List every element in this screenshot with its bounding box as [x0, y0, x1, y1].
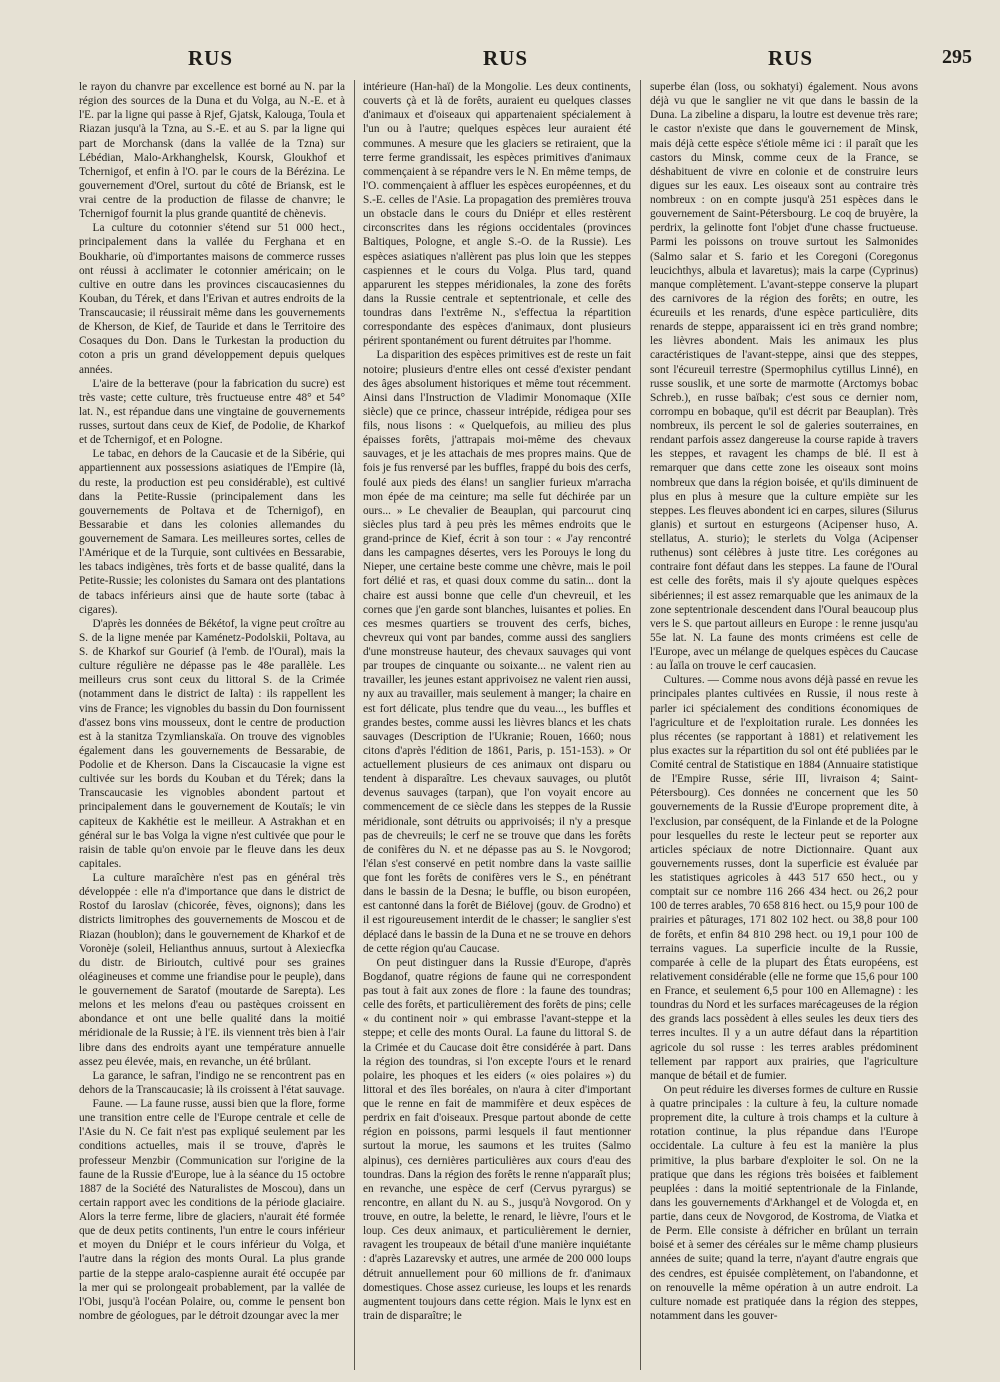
- paragraph: La garance, le safran, l'indigo ne se rencontrent pas en dehors de la Transcaucasie; là ils croissent à l'état sauvage.: [79, 1069, 345, 1096]
- paragraph: La culture du cotonnier s'étend sur 51 000 hect., principalement dans la vallée du Ferghana et en Boukharie, où d'importantes maisons de commerce russes ont réussi à acclimater le cotonnier américain; on le cultive en outre dans les provinces ciscaucasiennes du Kouban, du Térek, et dans l'Erivan et autres endroits de la Transcaucasie; il réussirait même dans les gouvernements de Kherson, de Kief, de Tauride et dans le Territoire des Cosaques du Don. Dans le Turkestan la production du coton a pris un grand développement depuis quelques années.: [79, 222, 345, 376]
- paragraph: Cultures. — Comme nous avons déjà passé en revue les principales plantes cultivées en Russie, il nous reste à parler ici spécialement des conditions économiques de l'agriculture et de l'exploitation rurale. Les données les plus récentes (se rapportant à 1881) et relativement les plus exactes sur la répartition du sol ont été publiées par le Comité central de Statistique en 1884 (Annuaire statistique de l'Empire Russe, série III, livraison 4; Saint-Pétersbourg). Ces données ne concernent que les 50 gouvernements de la Russie d'Europe proprement dite, à l'exclusion, par conséquent, de la Finlande et de la Pologne pour lesquelles du reste le lecteur peut se reporter aux articles spéciaux de notre Dictionnaire. Quant aux gouvernements russes, dont la superficie est évaluée par les statistiques agricoles à 443 517 650 hect., ou y comptait sur ce nombre 116 266 434 hect. ou 26,2 pour 100 de terres arables, 70 658 816 hect. ou 15,9 pour 100 de prairies et pâturages, 171 802 102 hect. ou 38,8 pour 100 de forêts, et enfin 84 810 298 hect. ou 19,1 pour 100 de terrains vagues. La superficie inculte de la Russie, comparée à celle de la plupart des États européens, est relativement considérable (elle ne forme que 15,6 pour 100 en France, et seulement 6,5 pour 100 en Allemagne) : les toundras du Nord et les surfaces marécageuses de la région des grands lacs possèdent à elles seules les deux tiers des terres incultes. Il y a un autre défaut dans la répartition agricole du sol russe : les terres arables prédominent tellement par rapport aux prairies, que l'agriculture manque de bétail et de fumier.: [650, 674, 918, 1082]
- paragraph: La culture maraîchère n'est pas en général très développée : elle n'a d'importance que dans le district de Rostof du Iaroslav (chicorée, fèves, oignons); dans les districts limitrophes des gouvernements de Moscou et de Riazan (houblon); dans le gouvernement de Kharkof et de Voronèje (soleil, Helianthus annuus, surtout à Alexiecfka du distr. de Birioutch, cultivé pour ses graines oléagineuses et comme une friandise pour le peuple), dans le gouvernement de Saratof (moutarde de Sarepta). Les melons et les melons d'eau ou pastèques croissent en abondance et ont une belle qualité dans la moitié méridionale de la Russie; à l'E. ils viennent très bien à l'air libre dans des endroits ayant une température annuelle assez peu élevée, mais, en revanche, un été brûlant.: [79, 872, 345, 1068]
- column-divider: [640, 80, 641, 1370]
- paragraph: La disparition des espèces primitives est de reste un fait notoire; plusieurs d'entre elles ont cessé d'exister pendant des âges absolument historiques et même tout récemment. Ainsi dans l'Instruction de Vladimir Monomaque (XIIe siècle) que ce prince, chasseur intrépide, rédigea pour ses fils, nous lisons : « Quelquefois, au milieu des plus épaisses forêts, j'attrapais moi-même des chevaux sauvages, et je les attachais de mes propres mains. Que de fois je fus renversé par les buffles, frappé du bois des cerfs, foulé aux pieds des élans! un sanglier furieux m'arracha mon épée de ma ceinture; ma selle fut déchirée par un ours... » Le chevalier de Beauplan, qui parcourut cinq siècles plus tard à peu près les mêmes endroits que le grand-prince de Kief, écrit à son tour : « J'ay rencontré dans les campagnes désertes, vers les Porouys le long du Nieper, une certaine beste comme une chèvre, mais le poil fort délié et ras, et quasi doux comme du satin... dont la chaire est aussi bonne que celle d'un chevreuil, et les cornes que j'en garde sont blanches, luisantes et polies. En ces mesmes quartiers se trouvent des cerfs, biches, chevreux qui vont par bandes, comme aussi des sangliers d'une monstreuse hauteur, des chevaux sauvages qui vont par troupes de cinquante ou soixante... ne valent rien au travailler, les jeunes estant apprivoisez ne valent rien aussi, ny aux au travailler, mais seulement à manger; la chaire en est fort délicate, plus tendre que du veau..., les buffles et grandes bestes, comme aussi les lièvres blancs et les chats sauvages (Description de l'Ukranie; Rouen, 1660; nous citons d'après l'édition de 1861, Paris, p. 151-153). » Or actuellement plusieurs de ces animaux ont disparu ou tendent à disparaître. Les chevaux sauvages, ou plutôt devenus sauvages (tarpan), que l'on voyait encore au commencement de ce siècle dans les steppes de la Russie méridionale, sont détruits ou apprivoisés; il n'y a presque pas de chevreuils; le cerf ne se trouve que dans les forêts de conifères du N. et ne dépasse pas au S. le Novgorod; l'élan s'est conservé en petit nombre dans la vaste saillie que font les forêts de conifères vers le S., en pénétrant dans le bassin de la Desna; le buffle, ou bison européen, est cantonné dans la forêt de Biélovej (gouv. de Grodno) et il est rigoureusement interdit de le chasser; le sanglier s'est déplacé dans le bassin de la Duna et ne se trouve en dehors de cette région qu'au Caucase.: [363, 349, 631, 955]
- paragraph: D'après les données de Békétof, la vigne peut croître au S. de la ligne menée par Kaménetz-Podolskii, Poltava, au S. de Kharkof sur Gourief (à l'emb. de l'Oural), mais la culture régulière ne dépasse pas le 48e parallèle. Les meilleurs crus sont ceux du littoral S. de la Crimée (notamment dans le district de Ialta) : ils rappellent les vins de France; les vignobles du bassin du Don fournissent d'assez bons vins mousseux, dont le centre de production est à la stanitza Tzymlianskaïa. On trouve des vignobles également dans les gouvernements de Bessarabie, de Podolie et de Kherson. Dans la Ciscaucasie la vigne est cultivée sur les bords du Kouban et du Térek; dans la Transcaucasie les vignobles abondent partout et principalement dans le gouvernement de Koutaïs; le vin capiteux de Kakhétie est le meilleur. A Astrakhan et en général sur le bas Volga la vigne n'est cultivée que pour le raisin de table qu'on envoie par le fleuve dans les deux capitales.: [79, 617, 345, 870]
- paragraph: le rayon du chanvre par excellence est borné au N. par la région des sources de la Duna et du Volga, au N.-E. et à l'E. par la ligne qui passe à Rjef, Gjatsk, Kalouga, Toula et Riazan jusqu'à la Tzna, au S.-E. et au S. par la ligne qui part de Morchansk (dans la vallée de la Tzna) sur Lébédian, Malo-Arkhanghelsk, Koursk, Gloukhof et Tchernigof, et enfin à l'O. par le cours de la Bérézina. Le gouvernement d'Orel, surtout du côté de Briansk, est le vrai centre de la production de filasse de chanvre; le Tchernigof fournit la plus grande quantité de chènevis.: [79, 81, 345, 221]
- paragraph: Le tabac, en dehors de la Caucasie et de la Sibérie, qui appartiennent aux possessions asiatiques de l'Empire (là, du reste, la production est peu considérable), est cultivé dans la Petite-Russie (principalement dans les gouvernements de Poltava et de Tchernigof), en Bessarabie et dans les colonies allemandes du gouvernement de Samara. Les meilleures sortes, celles de l'Amérique et de la Turquie, sont cultivées en Bessarabie, les tabacs indigènes, très forts et de basse qualité, dans la Petite-Russie; les colonistes du Samara ont des plantations de tabacs inférieurs ainsi que de haute sorte (tabac à cigares).: [79, 448, 345, 616]
- paragraph: On peut réduire les diverses formes de culture en Russie à quatre principales : la culture à feu, la culture nomade proprement dite, la culture à trois champs et la culture à rotation continue, la plus répandue dans l'Europe occidentale. La culture à feu est la manière la plus primitive, la plus barbare d'exploiter le sol. On ne la pratique que dans les régions très boisées et faiblement peuplées : dans la moitié septentrionale de la Finlande, dans les gouvernements d'Arkhangel et de Vologda et, en partie, dans ceux de Novgorod, de Kostroma, de Viatka et de Perm. Elle consiste à défricher en brûlant un terrain boisé et à semer des céréales sur le même champ plusieurs années de suite; quand la terre, n'ayant d'autre engrais que des cendres, est épuisée complètement, on l'abandonne, et on renouvelle la même opération à un autre endroit. La culture nomade est pratiquée dans la région des steppes, notamment dans les gouver-: [650, 1083, 918, 1322]
- paragraph: superbe élan (loss, ou sokhatyi) également. Nous avons déjà vu que le sanglier ne vit que dans le bassin de la Duna. La zibeline a disparu, la loutre est devenue très rare; le castor n'existe que dans le gouvernement de Minsk, mais déjà cette espèce s'étiole même ici : il paraît que les castors du Minsk, comme ceux de la France, se déshabituent de vivre en colonie et de construire leurs digues sur les eaux. Les oiseaux sont au contraire très nombreux : on en compte jusqu'à 251 espèces dans le gouvernement de Saint-Pétersbourg. Le coq de bruyère, la perdrix, la gelinotte font l'objet d'une chasse fructueuse. Parmi les poissons on trouve surtout les Salmonides (Salmo salar et S. fario et les Coregoni (Coregonus leucichthys, albula et lavaretus); mais la carpe (Cyprinus) manque complètement. L'avant-steppe conserve la plupart des carnivores de la région des forêts; en outre, les écureuils et les renards, d'une espèce particulière, dits renards de steppe, apparaissent ici en très grand nombre; les lièvres abondent. Mais les animaux les plus caractéristiques de l'avant-steppe, ainsi que des steppes, sont l'écureuil terrestre (Spermophilus cytillus Linné), en russe souslik, et une sorte de marmotte (Arctomys bobac Schreb.), en russe baïbak; c'est sous ce dernier nom, corrompu en bobaque, qu'il est décrit par Beauplan). Très nombreux, ils percent le sol de galeries souterraines, en rendant parfois assez dangereuse la course rapide à travers les steppes, et ravagent les champs de blé. Il est à remarquer que dans cette zone les oiseaux sont moins nombreux que dans la région boisée, et qu'ils diminuent de plus en plus à mesure que la culture empiète sur les steppes. Les fleuves abondent ici en carpes, silures (Silurus glanis) et surtout en esturgeons (Acipenser huso, A. stellatus, A. sturio); le sterlets du Volga (Acipenser ruthenus) sont célèbres à juste titre. Les corégones au contraire font défaut dans les steppes. La faune de l'Oural est celle des forêts, mais il s'y ajoute quelques espèces sibériennes; il est assez remarquable que les animaux de la zone septentrionale descendent dans l'Oural beaucoup plus vers le S. que partout ailleurs en Europe : le renne jusqu'au 55e lat. N. La faune des monts criméens est celle de l'Europe, avec un mélange de quelques espèces du Caucase : au Ïaïla on trouve le cerf caucasien.: [650, 81, 918, 673]
- text-column-left: [79, 80, 345, 1370]
- paragraph: Faune. — La faune russe, aussi bien que la flore, forme une transition entre celle de l'Europe centrale et celle de l'Asie du N. Ce fait n'est pas expliqué seulement par les conditions actuelles, mais il se trouve, d'après le professeur Menzbir (Communication sur l'origine de la faune de la Russie d'Europe, lue à la séance du 15 octobre 1887 de la Société des Naturalistes de Moscou), dans un certain rapport avec les conditions de la période glaciaire. Alors la terre ferme, libre de glaciers, n'aurait été formée que de deux petits continents, l'un entre le cours inférieur et moyen du Dniépr et le cours inférieur du Volga, et l'autre dans la région des monts Oural. La plus grande partie de la steppe aralo-caspienne aurait été occupée par la mer qui se prolongeait probablement, par la vallée de l'Obi, jusqu'à l'océan Polaire, ou, comme le pensent bon nombre de géologues, par le détroit dzoungar avec la mer: [79, 1098, 345, 1322]
- running-header-left: RUS: [188, 46, 234, 70]
- text-column-middle: [363, 80, 631, 1370]
- paragraph: L'aire de la betterave (pour la fabrication du sucre) est très vaste; cette culture, très fructueuse entre 48° et 54° lat. N., est répandue dans une vingtaine de gouvernements russes, surtout dans ceux de Kief, de Podolie, de Kharkof et de Tchernigof, et en Pologne.: [79, 377, 345, 447]
- paragraph: On peut distinguer dans la Russie d'Europe, d'après Bogdanof, quatre régions de faune qui ne correspondent pas tout à fait aux zones de flore : la faune des toundras; celle des forêts, et particulièrement des forêts de pins; celle « du continent noir » qui embrasse l'avant-steppe et la steppe; et celle des monts Oural. La faune du littoral S. de la Crimée et du Caucase doit être considérée à part. Dans la région des toundras, si l'on excepte l'ours et le renard polaire, les phoques et les eiders (« oies polaires ») du littoral et des îles boréales, on n'aura à citer d'important que le renne en fait de mammifère et deux espèces de perdrix en fait d'oiseaux. Presque partout abonde de cette région en poissons, parmi lesquels il faut mentionner surtout la morue, les saumons et les truites (Salmo alpinus), ces dernières particulières aux cours d'eau des toundras. Dans la région des forêts le renne n'apparaît plus; en revanche, une espèce de cerf (Cervus pyrargus) se rencontre, en allant du N. au S., jusqu'à Novgorod. On y trouve, en outre, la belette, le renard, le lièvre, l'ours et le loup. Ces deux animaux, et particulièrement le dernier, ravagent les troupeaux de bétail d'une manière inquiétante : d'après Lazarevsky et autres, une armée de 200 000 loups détruit annuellement pour 60 millions de fr. d'animaux domestiques. Chose assez curieuse, les loups et les renards augmentent toujours dans cette région. Mais le lynx est en train de disparaître; le: [363, 956, 631, 1322]
- text-column-right: [650, 80, 918, 1370]
- paragraph: intérieure (Han-haï) de la Mongolie. Les deux continents, couverts çà et là de forêts, auraient eu quelques classes d'animaux et d'oiseaux qui appartenaient spécialement à l'un ou à l'autre; quelques espèces leur auraient été communes. A mesure que les glaciers se retiraient, que la terre ferme grandissait, les espèces primitives d'animaux commençaient à se répandre vers le N. En même temps, de l'O. commençaient à affluer les espèces européennes, et du S.-E. celles de l'Asie. La propagation des premières trouva un obstacle dans le cours du Dniépr et elles restèrent circonscrites dans les régions occidentales (provinces Baltiques, Pologne, et angle S.-O. de la Russie). Les espèces asiatiques n'allèrent pas plus loin que les steppes caspiennes et le cours du Volga. Plus tard, quand apparurent les steppes méridionales, la zone des forêts dans la Russie centrale et septentrionale, et celle des toundras dans l'extrême N., s'effectua la répartition correspondante des espèces d'animaux, dont plusieurs périrent spontanément ou furent détruites par l'homme.: [363, 81, 631, 348]
- running-header-right: RUS: [768, 46, 814, 70]
- page-number: 295: [942, 46, 972, 68]
- column-divider: [354, 80, 355, 1370]
- running-header-center: RUS: [483, 46, 529, 70]
